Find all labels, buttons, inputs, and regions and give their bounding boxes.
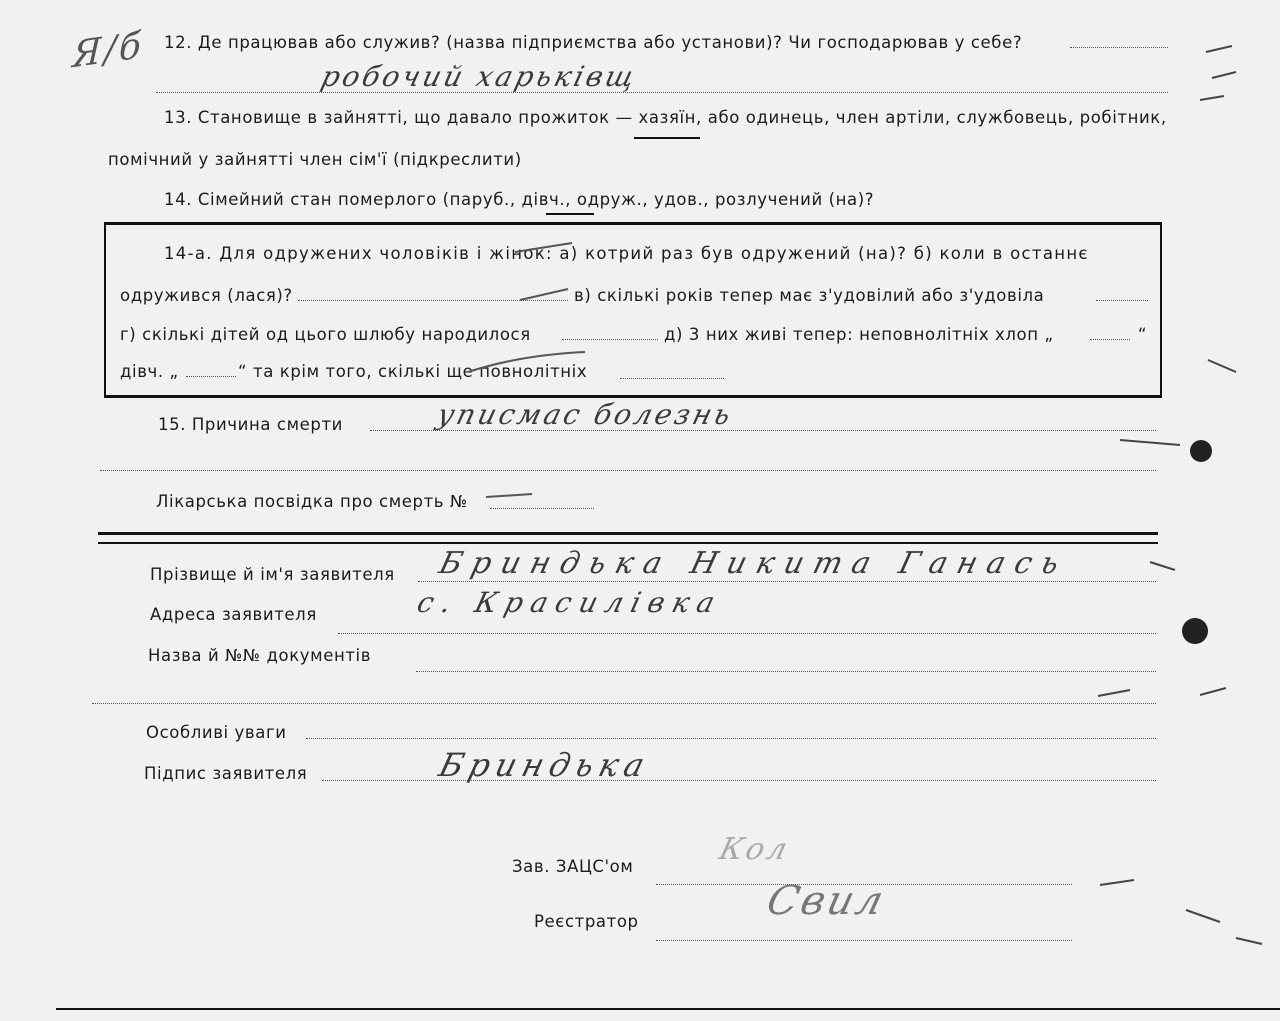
applicant-name-label: Прізвище й ім'я заявителя <box>150 565 395 584</box>
office-head-label: Зав. ЗАЦС'ом <box>512 857 634 876</box>
office-head-signature: Кол <box>715 832 794 867</box>
applicant-name-value: Бриндька Никита Ганась <box>435 546 1073 581</box>
applicant-notes-label: Особливі уваги <box>146 723 287 742</box>
q12-label: 12. Де працював або служив? (назва підприємства або установи)? Чи господарював у себе? <box>164 33 1023 52</box>
q15-label: 15. Причина смерти <box>158 415 343 434</box>
applicant-address-value: с. Красилівка <box>413 586 727 619</box>
q15-answer: уписмас болезнь <box>433 398 737 431</box>
q14a-line2b: в) скількі років тепер має з'удовілий або з'удовіла <box>574 286 1045 305</box>
q12-answer: робочий харьківщ <box>317 60 641 93</box>
applicant-docs-label: Назва й №№ документів <box>148 646 372 665</box>
q14a-line4b: “ та крім того, скількі ще повнолітніх <box>238 362 588 381</box>
q14a-line1: 14-а. Для одружених чоловіків і жінок: а) котрий раз був одружений (на)? б) коли в останнє <box>164 244 1089 263</box>
q13-label-cont: помічний у зайнятті член сім'ї (підкреслити) <box>108 150 522 169</box>
q14a-line4a: дівч. „ <box>120 362 179 381</box>
q14a-line2a: одружився (лася)? <box>120 286 293 305</box>
q14-label: 14. Сімейний стан померлого (паруб., дівч., одруж., удов., розлучений (на)? <box>164 190 875 209</box>
applicant-signature-label: Підпис заявителя <box>144 764 308 783</box>
medical-label: Лікарська посвідка про смерть № <box>156 492 468 511</box>
applicant-address-label: Адреса заявителя <box>150 605 317 624</box>
q13-label: 13. Становище в зайнятті, що давало прожиток — хазяїн, або одинець, член артіли, службовець, робітник, <box>164 108 1167 127</box>
q14a-line3b: д) 3 них живі тепер: неповнолітніх хлоп „ <box>664 325 1054 344</box>
office-registrar-signature: Свил <box>762 878 891 924</box>
q14a-line3c: “ <box>1138 325 1148 344</box>
q14a-line3a: г) скількі дітей од цього шлюбу народилося <box>120 325 531 344</box>
margin-note: Я/б <box>71 24 145 77</box>
applicant-signature-value: Бриндька <box>435 746 655 784</box>
office-registrar-label: Реєстратор <box>534 912 639 931</box>
